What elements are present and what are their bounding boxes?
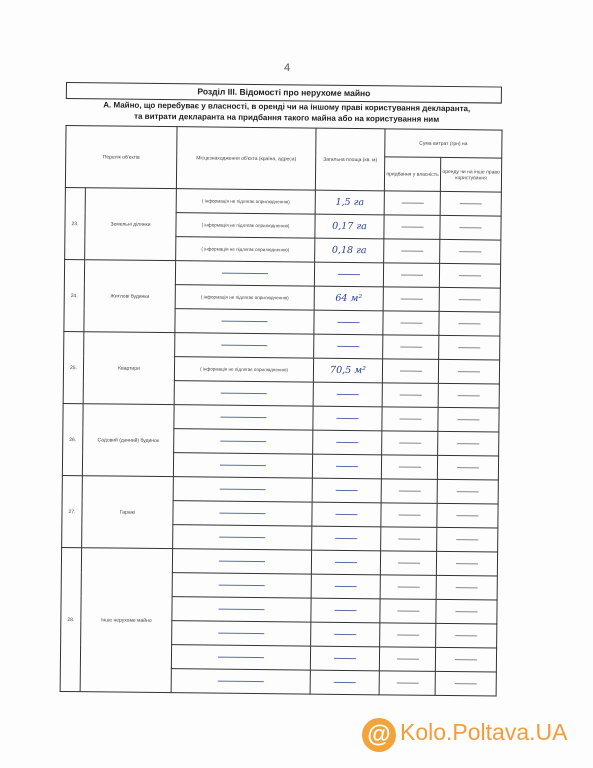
area-cell bbox=[313, 382, 382, 407]
strike-dash bbox=[455, 683, 477, 684]
location-cell bbox=[173, 453, 312, 478]
strike-dash bbox=[397, 562, 419, 563]
location-cell bbox=[174, 405, 313, 430]
strike-dash bbox=[460, 227, 482, 228]
strike-dash bbox=[401, 250, 423, 251]
location-cell bbox=[172, 549, 311, 574]
location-cell bbox=[174, 381, 313, 406]
strike-dash bbox=[220, 440, 266, 441]
area-cell bbox=[315, 190, 384, 215]
strike-dash bbox=[457, 491, 479, 492]
rent-cell bbox=[439, 263, 500, 288]
location-cell bbox=[171, 645, 310, 670]
rent-cell bbox=[436, 575, 497, 600]
purchase-cell bbox=[383, 335, 439, 360]
strike-dash bbox=[222, 320, 268, 321]
header-rent: оренду чи на інше право користування bbox=[440, 157, 501, 192]
location-cell bbox=[173, 525, 312, 550]
rent-cell bbox=[436, 599, 497, 624]
location-cell bbox=[173, 477, 312, 502]
strike-dash bbox=[397, 610, 419, 611]
strike-dash bbox=[460, 203, 482, 204]
location-cell bbox=[175, 261, 314, 286]
strike-dash bbox=[335, 586, 357, 587]
not-published-note: ( інформація не підлягає оприлюдненню) bbox=[201, 197, 290, 204]
strike-dash bbox=[335, 538, 357, 539]
area-cell bbox=[314, 310, 383, 335]
purchase-cell bbox=[382, 431, 438, 456]
handwritten-area: 70,5 м² bbox=[330, 364, 366, 377]
strike-dash bbox=[459, 323, 481, 324]
strike-dash bbox=[219, 584, 265, 585]
location-cell bbox=[174, 357, 313, 382]
section-object-name: Інше нерухоме майно bbox=[80, 548, 173, 693]
strike-dash bbox=[396, 682, 418, 683]
strike-dash bbox=[334, 634, 356, 635]
purchase-cell bbox=[380, 623, 436, 648]
location-cell bbox=[172, 573, 311, 598]
purchase-cell bbox=[379, 647, 435, 672]
section-object-name: Садовий (дачний) будинок bbox=[82, 404, 174, 477]
location-cell bbox=[175, 285, 314, 310]
strike-dash bbox=[398, 514, 420, 515]
strike-dash bbox=[459, 299, 481, 300]
not-published-note: ( інформація не підлягає оприлюдненню) bbox=[200, 365, 288, 372]
strike-dash bbox=[337, 418, 359, 419]
strike-dash bbox=[397, 586, 419, 587]
purchase-cell bbox=[384, 215, 440, 240]
handwritten-area: 0,17 га bbox=[332, 220, 367, 233]
location-cell bbox=[176, 213, 315, 238]
section-number: 23. bbox=[65, 187, 86, 259]
strike-dash bbox=[399, 442, 421, 443]
strike-dash bbox=[219, 536, 265, 537]
strike-dash bbox=[396, 658, 418, 659]
section-object-name: Квартири bbox=[83, 332, 175, 405]
location-cell bbox=[176, 189, 315, 214]
purchase-cell bbox=[383, 311, 439, 336]
purchase-cell bbox=[380, 575, 436, 600]
header-object-list: Перелік об'єктів bbox=[65, 126, 177, 189]
location-cell bbox=[176, 237, 315, 262]
table-row bbox=[64, 259, 500, 288]
strike-dash bbox=[221, 344, 267, 345]
strike-dash bbox=[334, 658, 356, 659]
purchase-cell bbox=[383, 287, 439, 312]
watermark-at-icon: @ bbox=[362, 718, 396, 752]
area-cell bbox=[312, 526, 381, 551]
purchase-cell bbox=[383, 263, 439, 288]
strike-dash bbox=[218, 680, 264, 681]
purchase-cell bbox=[381, 479, 437, 504]
strike-dash bbox=[219, 560, 265, 561]
strike-dash bbox=[335, 562, 357, 563]
rent-cell bbox=[437, 455, 498, 480]
strike-dash bbox=[338, 322, 360, 323]
area-cell bbox=[314, 286, 383, 311]
strike-dash bbox=[221, 392, 267, 393]
strike-dash bbox=[397, 634, 419, 635]
header-amount-spent: Сума витрат (грн) на bbox=[385, 129, 502, 158]
watermark bbox=[362, 716, 587, 754]
strike-dash bbox=[456, 563, 478, 564]
rent-cell bbox=[437, 527, 498, 552]
strike-dash bbox=[457, 443, 479, 444]
section-object-name: Земельні ділянки bbox=[85, 188, 177, 261]
table-row bbox=[63, 403, 499, 432]
purchase-cell bbox=[381, 455, 437, 480]
section-number: 25. bbox=[63, 331, 84, 403]
purchase-cell bbox=[381, 503, 437, 528]
strike-dash bbox=[334, 610, 356, 611]
subtitle-line-1: А. Майно, що перебуває у власності, в оренді чи на іншому праві користування декларанта, bbox=[103, 100, 471, 114]
strike-dash bbox=[218, 632, 264, 633]
area-cell bbox=[310, 670, 379, 695]
area-cell bbox=[311, 622, 380, 647]
strike-dash bbox=[336, 466, 358, 467]
strike-dash bbox=[399, 418, 421, 419]
strike-dash bbox=[337, 394, 359, 395]
area-cell bbox=[311, 550, 380, 575]
rent-cell bbox=[438, 359, 499, 384]
rent-cell bbox=[437, 503, 498, 528]
declaration-sheet bbox=[60, 82, 502, 635]
location-cell bbox=[174, 429, 313, 454]
section-object-name: Житлові будинки bbox=[84, 260, 176, 333]
rent-cell bbox=[440, 239, 501, 264]
strike-dash bbox=[456, 539, 478, 540]
rent-cell bbox=[439, 311, 500, 336]
table-row bbox=[64, 331, 500, 360]
strike-dash bbox=[220, 488, 266, 489]
strike-dash bbox=[220, 464, 266, 465]
section-number: 27. bbox=[62, 475, 83, 547]
area-cell bbox=[315, 214, 384, 239]
location-cell bbox=[172, 621, 311, 646]
strike-dash bbox=[399, 466, 421, 467]
rent-cell bbox=[436, 551, 497, 576]
purchase-cell bbox=[380, 599, 436, 624]
watermark-text: Kolo.Poltava.UA bbox=[400, 719, 568, 745]
section-number: 26. bbox=[62, 403, 83, 475]
rent-cell bbox=[440, 215, 501, 240]
strike-dash bbox=[401, 226, 423, 227]
purchase-cell bbox=[384, 239, 440, 264]
area-cell bbox=[312, 502, 381, 527]
purchase-cell bbox=[379, 671, 435, 696]
table-row bbox=[62, 475, 498, 504]
table-row bbox=[65, 187, 501, 216]
handwritten-area: 1,5 га bbox=[335, 196, 365, 209]
strike-dash bbox=[220, 512, 266, 513]
purchase-cell bbox=[380, 551, 436, 576]
strike-dash bbox=[458, 371, 480, 372]
rent-cell bbox=[438, 383, 499, 408]
strike-dash bbox=[458, 395, 480, 396]
area-cell bbox=[314, 334, 383, 359]
strike-dash bbox=[222, 272, 268, 273]
strike-dash bbox=[218, 656, 264, 657]
strike-dash bbox=[401, 274, 423, 275]
rent-cell bbox=[435, 671, 496, 696]
purchase-cell bbox=[384, 191, 440, 216]
rent-cell bbox=[438, 431, 499, 456]
header-total-area: Загальна площа (кв. м) bbox=[315, 128, 385, 191]
strike-dash bbox=[400, 370, 422, 371]
area-cell bbox=[311, 598, 380, 623]
area-cell bbox=[312, 454, 381, 479]
area-cell bbox=[310, 646, 379, 671]
purchase-cell bbox=[381, 527, 437, 552]
purchase-cell bbox=[382, 383, 438, 408]
purchase-cell bbox=[382, 359, 438, 384]
rent-cell bbox=[439, 287, 500, 312]
location-cell bbox=[171, 669, 310, 694]
table-body bbox=[60, 187, 501, 696]
location-cell bbox=[175, 309, 314, 334]
handwritten-area: 64 м² bbox=[335, 292, 363, 305]
strike-dash bbox=[398, 538, 420, 539]
table-row bbox=[61, 547, 497, 576]
strike-dash bbox=[401, 202, 423, 203]
rent-cell bbox=[440, 191, 501, 216]
area-cell bbox=[312, 478, 381, 503]
strike-dash bbox=[400, 298, 422, 299]
not-published-note: ( інформація не підлягає оприлюдненню) bbox=[201, 221, 290, 228]
strike-dash bbox=[400, 346, 422, 347]
not-published-note: ( інформація не підлягає оприлюдненню) bbox=[201, 245, 290, 252]
strike-dash bbox=[337, 346, 359, 347]
strike-dash bbox=[455, 635, 477, 636]
strike-dash bbox=[455, 611, 477, 612]
strike-dash bbox=[459, 251, 481, 252]
strike-dash bbox=[455, 659, 477, 660]
handwritten-area: 0,18 га bbox=[331, 244, 367, 257]
strike-dash bbox=[459, 275, 481, 276]
real-estate-table bbox=[60, 125, 503, 697]
header-purchase: придбання у власність bbox=[384, 157, 440, 192]
strike-dash bbox=[336, 442, 358, 443]
not-published-note: ( інформація не підлягає оприлюдненню) bbox=[200, 293, 289, 300]
strike-dash bbox=[398, 490, 420, 491]
rent-cell bbox=[436, 623, 497, 648]
section-subtitle bbox=[72, 99, 502, 126]
strike-dash bbox=[457, 467, 479, 468]
area-cell bbox=[313, 430, 382, 455]
strike-dash bbox=[336, 514, 358, 515]
strike-dash bbox=[336, 490, 358, 491]
area-cell bbox=[315, 238, 384, 263]
strike-dash bbox=[338, 274, 360, 275]
strike-dash bbox=[400, 322, 422, 323]
location-cell bbox=[175, 333, 314, 358]
subtitle-line-2: та витрати декларанта на придбання такого майна або на користування ним bbox=[134, 111, 440, 124]
section-number: 24. bbox=[64, 259, 85, 331]
section-number: 28. bbox=[60, 547, 82, 691]
strike-dash bbox=[399, 394, 421, 395]
location-cell bbox=[173, 501, 312, 526]
location-cell bbox=[172, 597, 311, 622]
strike-dash bbox=[457, 419, 479, 420]
rent-cell bbox=[437, 479, 498, 504]
area-cell bbox=[313, 406, 382, 431]
strike-dash bbox=[458, 347, 480, 348]
strike-dash bbox=[219, 608, 265, 609]
rent-cell bbox=[435, 647, 496, 672]
purchase-cell bbox=[382, 407, 438, 432]
area-cell bbox=[314, 262, 383, 287]
page-number: 4 bbox=[284, 62, 291, 74]
strike-dash bbox=[456, 587, 478, 588]
header-location: Місцезнаходження об'єкта (країна, адреса) bbox=[176, 127, 316, 190]
section-object-name: Гаражі bbox=[82, 476, 174, 549]
section-title: Розділ ІІІ. Відомості про нерухоме майно bbox=[66, 82, 502, 104]
rent-cell bbox=[439, 335, 500, 360]
strike-dash bbox=[221, 416, 267, 417]
area-cell bbox=[311, 574, 380, 599]
strike-dash bbox=[456, 515, 478, 516]
rent-cell bbox=[438, 407, 499, 432]
area-cell bbox=[313, 358, 382, 383]
strike-dash bbox=[334, 682, 356, 683]
